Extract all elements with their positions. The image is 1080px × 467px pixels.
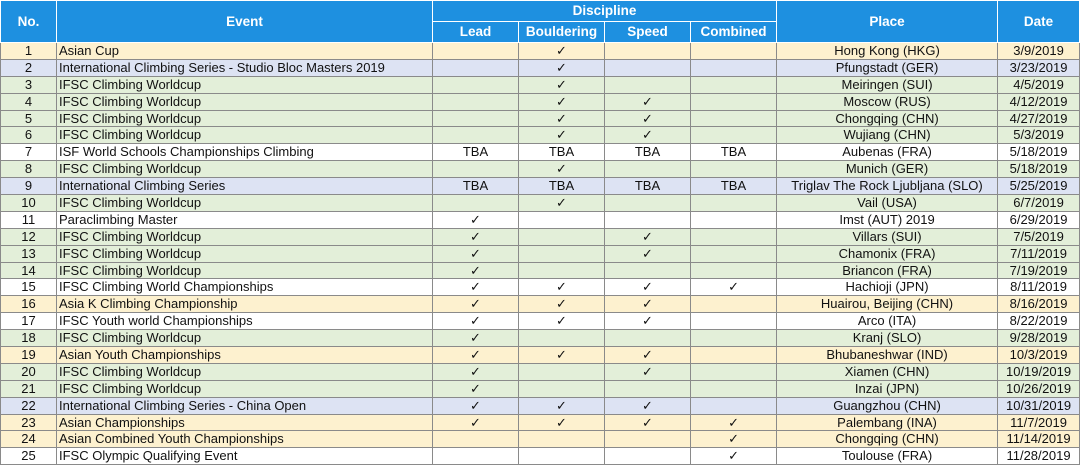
cell-lead: ✓ xyxy=(433,363,519,380)
cell-combined xyxy=(691,330,777,347)
cell-event: Paraclimbing Master xyxy=(57,211,433,228)
cell-place: Kranj (SLO) xyxy=(777,330,998,347)
cell-place: Toulouse (FRA) xyxy=(777,448,998,465)
cell-no: 25 xyxy=(1,448,57,465)
cell-speed xyxy=(605,211,691,228)
cell-date: 3/23/2019 xyxy=(998,59,1080,76)
table-row xyxy=(1,211,1080,228)
cell-no: 20 xyxy=(1,363,57,380)
cell-lead: ✓ xyxy=(433,211,519,228)
cell-date: 7/19/2019 xyxy=(998,262,1080,279)
table-row xyxy=(1,127,1080,144)
cell-event: Asian Championships xyxy=(57,414,433,431)
cell-combined xyxy=(691,262,777,279)
cell-lead xyxy=(433,93,519,110)
cell-event: International Climbing Series xyxy=(57,178,433,195)
cell-bouldering: ✓ xyxy=(519,59,605,76)
header-place: Place xyxy=(777,1,998,43)
cell-lead: ✓ xyxy=(433,330,519,347)
cell-lead xyxy=(433,43,519,60)
cell-no: 12 xyxy=(1,228,57,245)
cell-bouldering: ✓ xyxy=(519,195,605,212)
cell-combined xyxy=(691,76,777,93)
cell-place: Chongqing (CHN) xyxy=(777,431,998,448)
table-row xyxy=(1,397,1080,414)
cell-no: 15 xyxy=(1,279,57,296)
cell-date: 5/18/2019 xyxy=(998,144,1080,161)
table-row xyxy=(1,330,1080,347)
cell-event: IFSC Climbing Worldcup xyxy=(57,93,433,110)
cell-date: 4/27/2019 xyxy=(998,110,1080,127)
cell-bouldering: ✓ xyxy=(519,397,605,414)
cell-place: Triglav The Rock Ljubljana (SLO) xyxy=(777,178,998,195)
cell-no: 18 xyxy=(1,330,57,347)
cell-speed: ✓ xyxy=(605,313,691,330)
cell-date: 3/9/2019 xyxy=(998,43,1080,60)
cell-combined: ✓ xyxy=(691,414,777,431)
header-bouldering: Bouldering xyxy=(519,22,605,43)
cell-date: 5/25/2019 xyxy=(998,178,1080,195)
cell-date: 8/11/2019 xyxy=(998,279,1080,296)
table-row xyxy=(1,93,1080,110)
cell-lead xyxy=(433,161,519,178)
cell-bouldering xyxy=(519,363,605,380)
cell-no: 4 xyxy=(1,93,57,110)
cell-place: Vail (USA) xyxy=(777,195,998,212)
table-row xyxy=(1,448,1080,465)
cell-no: 8 xyxy=(1,161,57,178)
cell-bouldering xyxy=(519,211,605,228)
cell-lead: ✓ xyxy=(433,414,519,431)
cell-bouldering: ✓ xyxy=(519,127,605,144)
cell-place: Briancon (FRA) xyxy=(777,262,998,279)
cell-event: ISF World Schools Championships Climbing xyxy=(57,144,433,161)
cell-combined xyxy=(691,127,777,144)
header-speed: Speed xyxy=(605,22,691,43)
cell-no: 5 xyxy=(1,110,57,127)
cell-date: 8/16/2019 xyxy=(998,296,1080,313)
cell-no: 9 xyxy=(1,178,57,195)
cell-bouldering xyxy=(519,245,605,262)
cell-combined xyxy=(691,380,777,397)
cell-bouldering xyxy=(519,228,605,245)
cell-lead: ✓ xyxy=(433,245,519,262)
cell-no: 24 xyxy=(1,431,57,448)
cell-event: IFSC Climbing World Championships xyxy=(57,279,433,296)
cell-event: IFSC Climbing Worldcup xyxy=(57,245,433,262)
cell-speed: ✓ xyxy=(605,245,691,262)
table-row xyxy=(1,178,1080,195)
cell-event: Asian Combined Youth Championships xyxy=(57,431,433,448)
cell-place: Xiamen (CHN) xyxy=(777,363,998,380)
cell-date: 6/7/2019 xyxy=(998,195,1080,212)
table-row xyxy=(1,313,1080,330)
cell-place: Chamonix (FRA) xyxy=(777,245,998,262)
cell-combined xyxy=(691,397,777,414)
cell-combined xyxy=(691,363,777,380)
cell-date: 4/12/2019 xyxy=(998,93,1080,110)
cell-place: Guangzhou (CHN) xyxy=(777,397,998,414)
cell-date: 7/5/2019 xyxy=(998,228,1080,245)
cell-speed xyxy=(605,43,691,60)
cell-event: IFSC Climbing Worldcup xyxy=(57,76,433,93)
cell-no: 23 xyxy=(1,414,57,431)
table-row xyxy=(1,347,1080,364)
cell-speed: ✓ xyxy=(605,127,691,144)
cell-bouldering: ✓ xyxy=(519,296,605,313)
cell-no: 13 xyxy=(1,245,57,262)
cell-speed xyxy=(605,262,691,279)
cell-event: IFSC Climbing Worldcup xyxy=(57,228,433,245)
cell-speed: TBA xyxy=(605,178,691,195)
cell-place: Moscow (RUS) xyxy=(777,93,998,110)
cell-event: IFSC Olympic Qualifying Event xyxy=(57,448,433,465)
cell-speed: ✓ xyxy=(605,414,691,431)
cell-place: Inzai (JPN) xyxy=(777,380,998,397)
cell-bouldering: ✓ xyxy=(519,414,605,431)
cell-speed: ✓ xyxy=(605,228,691,245)
cell-combined xyxy=(691,245,777,262)
cell-speed: ✓ xyxy=(605,397,691,414)
cell-speed: ✓ xyxy=(605,363,691,380)
cell-date: 11/14/2019 xyxy=(998,431,1080,448)
cell-date: 5/18/2019 xyxy=(998,161,1080,178)
cell-date: 7/11/2019 xyxy=(998,245,1080,262)
cell-event: Asia K Climbing Championship xyxy=(57,296,433,313)
cell-speed xyxy=(605,195,691,212)
cell-no: 10 xyxy=(1,195,57,212)
cell-place: Munich (GER) xyxy=(777,161,998,178)
cell-no: 17 xyxy=(1,313,57,330)
cell-event: IFSC Climbing Worldcup xyxy=(57,110,433,127)
cell-combined xyxy=(691,110,777,127)
cell-bouldering: ✓ xyxy=(519,347,605,364)
cell-place: Arco (ITA) xyxy=(777,313,998,330)
table-row xyxy=(1,262,1080,279)
cell-lead: ✓ xyxy=(433,228,519,245)
cell-combined: ✓ xyxy=(691,279,777,296)
cell-lead xyxy=(433,110,519,127)
cell-lead: ✓ xyxy=(433,380,519,397)
table-row xyxy=(1,59,1080,76)
table-row xyxy=(1,110,1080,127)
cell-lead xyxy=(433,195,519,212)
cell-speed: TBA xyxy=(605,144,691,161)
cell-no: 14 xyxy=(1,262,57,279)
cell-speed xyxy=(605,59,691,76)
cell-no: 11 xyxy=(1,211,57,228)
cell-no: 6 xyxy=(1,127,57,144)
cell-date: 10/31/2019 xyxy=(998,397,1080,414)
cell-lead: ✓ xyxy=(433,313,519,330)
cell-place: Huairou, Beijing (CHN) xyxy=(777,296,998,313)
cell-event: International Climbing Series - Studio Bloc Masters 2019 xyxy=(57,59,433,76)
cell-event: IFSC Climbing Worldcup xyxy=(57,262,433,279)
cell-date: 10/3/2019 xyxy=(998,347,1080,364)
cell-bouldering: ✓ xyxy=(519,279,605,296)
cell-no: 1 xyxy=(1,43,57,60)
cell-event: IFSC Climbing Worldcup xyxy=(57,161,433,178)
cell-combined xyxy=(691,296,777,313)
cell-lead: ✓ xyxy=(433,397,519,414)
cell-combined xyxy=(691,228,777,245)
cell-event: IFSC Youth world Championships xyxy=(57,313,433,330)
table-row xyxy=(1,414,1080,431)
cell-combined xyxy=(691,43,777,60)
table-row xyxy=(1,144,1080,161)
cell-lead: ✓ xyxy=(433,347,519,364)
cell-no: 22 xyxy=(1,397,57,414)
cell-speed xyxy=(605,448,691,465)
cell-bouldering xyxy=(519,448,605,465)
table-row xyxy=(1,363,1080,380)
cell-event: International Climbing Series - China Open xyxy=(57,397,433,414)
cell-bouldering: TBA xyxy=(519,178,605,195)
cell-lead: ✓ xyxy=(433,262,519,279)
header-lead: Lead xyxy=(433,22,519,43)
cell-lead xyxy=(433,431,519,448)
cell-no: 19 xyxy=(1,347,57,364)
cell-speed xyxy=(605,76,691,93)
table-row xyxy=(1,245,1080,262)
cell-bouldering: ✓ xyxy=(519,161,605,178)
header-discipline: Discipline xyxy=(433,1,777,22)
cell-combined: TBA xyxy=(691,144,777,161)
cell-no: 7 xyxy=(1,144,57,161)
cell-date: 10/19/2019 xyxy=(998,363,1080,380)
cell-place: Hachioji (JPN) xyxy=(777,279,998,296)
cell-date: 8/22/2019 xyxy=(998,313,1080,330)
cell-combined xyxy=(691,59,777,76)
cell-lead xyxy=(433,448,519,465)
cell-bouldering: ✓ xyxy=(519,313,605,330)
cell-lead: TBA xyxy=(433,178,519,195)
cell-event: Asian Youth Championships xyxy=(57,347,433,364)
cell-combined xyxy=(691,211,777,228)
cell-speed: ✓ xyxy=(605,347,691,364)
cell-event: IFSC Climbing Worldcup xyxy=(57,195,433,212)
table-header xyxy=(1,1,1080,43)
cell-no: 16 xyxy=(1,296,57,313)
cell-bouldering: ✓ xyxy=(519,76,605,93)
cell-place: Chongqing (CHN) xyxy=(777,110,998,127)
cell-date: 6/29/2019 xyxy=(998,211,1080,228)
cell-no: 3 xyxy=(1,76,57,93)
cell-combined xyxy=(691,195,777,212)
cell-event: Asian Cup xyxy=(57,43,433,60)
table-row xyxy=(1,380,1080,397)
cell-speed: ✓ xyxy=(605,279,691,296)
table-row xyxy=(1,161,1080,178)
header-no: No. xyxy=(1,1,57,43)
table-row xyxy=(1,43,1080,60)
cell-combined xyxy=(691,161,777,178)
cell-speed xyxy=(605,330,691,347)
cell-place: Pfungstadt (GER) xyxy=(777,59,998,76)
cell-no: 2 xyxy=(1,59,57,76)
cell-lead xyxy=(433,127,519,144)
cell-bouldering: ✓ xyxy=(519,110,605,127)
cell-place: Palembang (INA) xyxy=(777,414,998,431)
cell-bouldering xyxy=(519,262,605,279)
cell-speed xyxy=(605,431,691,448)
cell-place: Wujiang (CHN) xyxy=(777,127,998,144)
cell-bouldering xyxy=(519,330,605,347)
cell-bouldering: TBA xyxy=(519,144,605,161)
cell-lead xyxy=(433,59,519,76)
header-event: Event xyxy=(57,1,433,43)
cell-place: Meiringen (SUI) xyxy=(777,76,998,93)
cell-bouldering: ✓ xyxy=(519,43,605,60)
cell-place: Villars (SUI) xyxy=(777,228,998,245)
cell-lead xyxy=(433,76,519,93)
cell-place: Aubenas (FRA) xyxy=(777,144,998,161)
cell-event: IFSC Climbing Worldcup xyxy=(57,363,433,380)
cell-speed xyxy=(605,380,691,397)
cell-speed: ✓ xyxy=(605,296,691,313)
cell-bouldering xyxy=(519,431,605,448)
cell-combined: ✓ xyxy=(691,448,777,465)
cell-date: 4/5/2019 xyxy=(998,76,1080,93)
table-row xyxy=(1,195,1080,212)
cell-lead: ✓ xyxy=(433,279,519,296)
table-row xyxy=(1,76,1080,93)
cell-lead: ✓ xyxy=(433,296,519,313)
cell-speed: ✓ xyxy=(605,110,691,127)
cell-date: 10/26/2019 xyxy=(998,380,1080,397)
header-date: Date xyxy=(998,1,1080,43)
table-row xyxy=(1,279,1080,296)
cell-combined xyxy=(691,347,777,364)
table-row xyxy=(1,431,1080,448)
cell-event: IFSC Climbing Worldcup xyxy=(57,380,433,397)
table-row xyxy=(1,228,1080,245)
cell-place: Bhubaneshwar (IND) xyxy=(777,347,998,364)
cell-place: Hong Kong (HKG) xyxy=(777,43,998,60)
table-body xyxy=(1,43,1080,465)
cell-no: 21 xyxy=(1,380,57,397)
cell-date: 5/3/2019 xyxy=(998,127,1080,144)
cell-date: 11/7/2019 xyxy=(998,414,1080,431)
cell-date: 9/28/2019 xyxy=(998,330,1080,347)
cell-date: 11/28/2019 xyxy=(998,448,1080,465)
cell-place: Imst (AUT) 2019 xyxy=(777,211,998,228)
cell-combined: TBA xyxy=(691,178,777,195)
cell-event: IFSC Climbing Worldcup xyxy=(57,330,433,347)
table-row xyxy=(1,296,1080,313)
header-combined: Combined xyxy=(691,22,777,43)
cell-combined: ✓ xyxy=(691,431,777,448)
cell-bouldering: ✓ xyxy=(519,93,605,110)
cell-combined xyxy=(691,313,777,330)
cell-event: IFSC Climbing Worldcup xyxy=(57,127,433,144)
cell-lead: TBA xyxy=(433,144,519,161)
cell-speed xyxy=(605,161,691,178)
cell-speed: ✓ xyxy=(605,93,691,110)
cell-bouldering xyxy=(519,380,605,397)
cell-combined xyxy=(691,93,777,110)
